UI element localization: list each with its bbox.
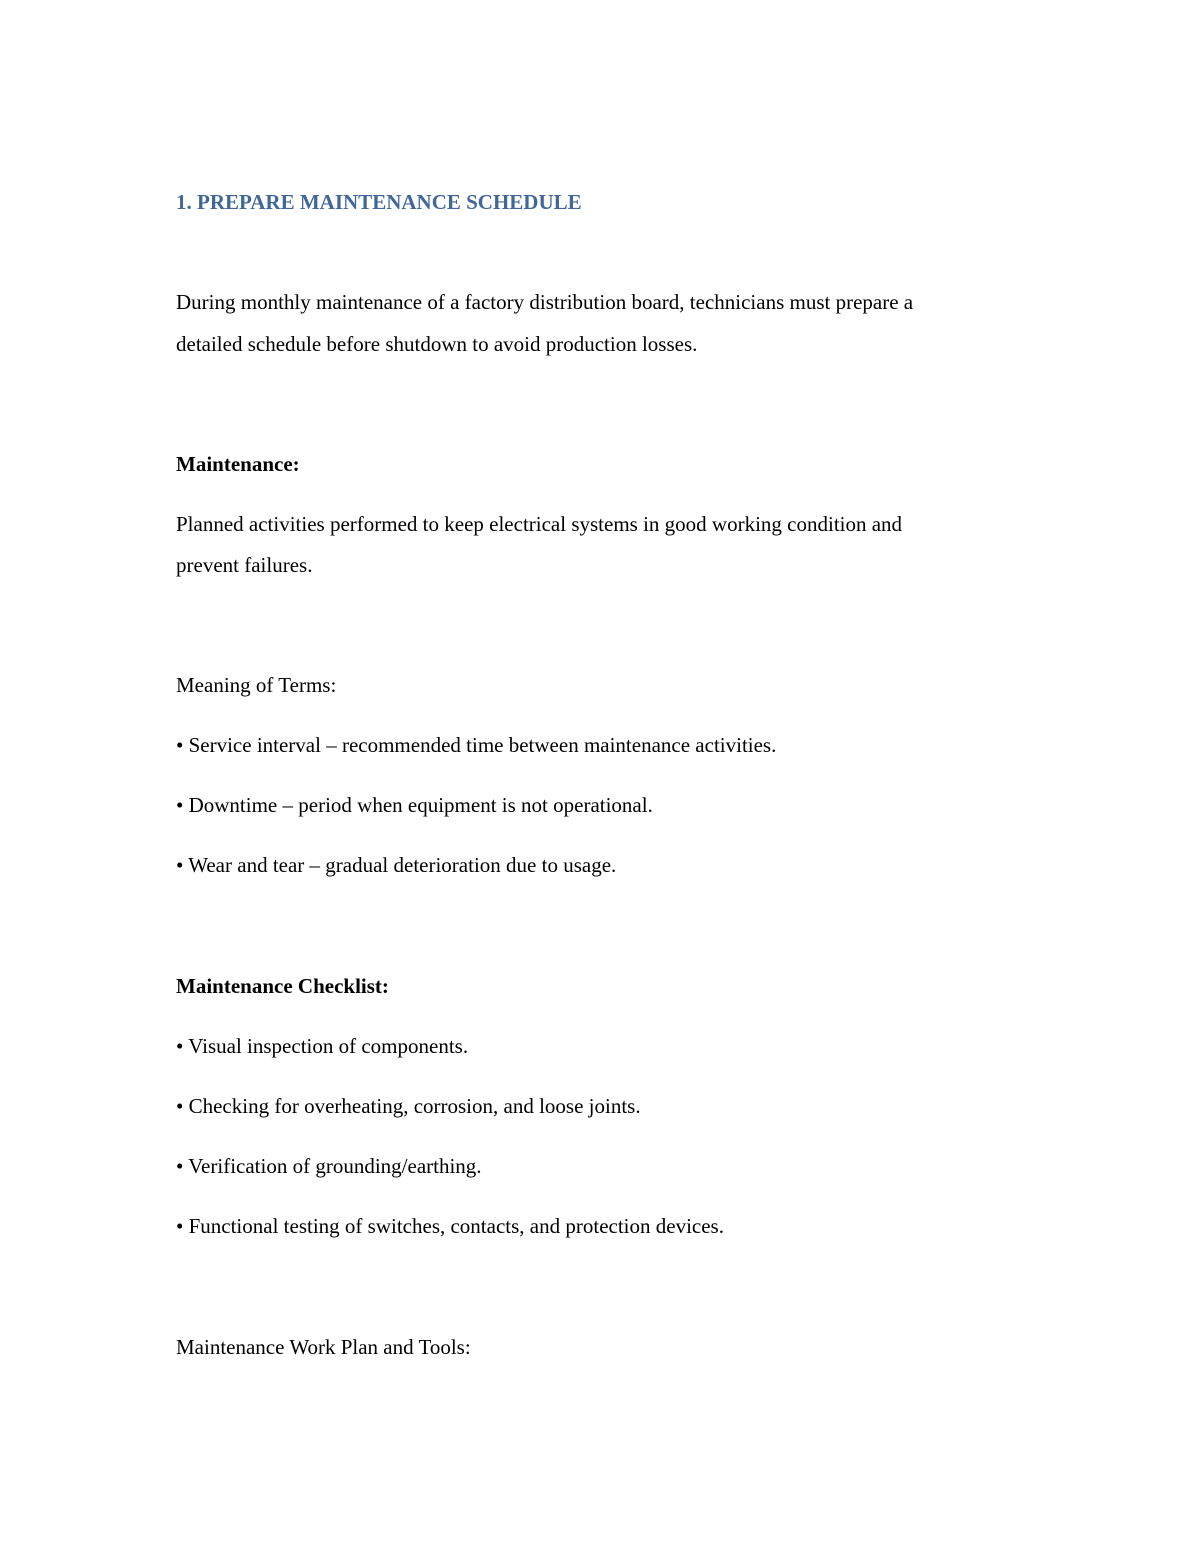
terms-list-item: • Service interval – recommended time between maintenance activities. <box>176 733 777 757</box>
maintenance-definition-line-2: prevent failures. <box>176 553 313 577</box>
work-plan-label: Maintenance Work Plan and Tools: <box>176 1335 471 1359</box>
checklist-label: Maintenance Checklist: <box>176 974 389 998</box>
terms-list-item: • Wear and tear – gradual deterioration due to usage. <box>176 853 617 877</box>
checklist-item: • Functional testing of switches, contacts, and protection devices. <box>176 1214 724 1238</box>
checklist-item: • Visual inspection of components. <box>176 1034 469 1058</box>
maintenance-definition-line-1: Planned activities performed to keep electrical systems in good working condition and <box>176 512 903 536</box>
intro-line-2: detailed schedule before shutdown to avoid production losses. <box>176 332 698 356</box>
terms-label: Meaning of Terms: <box>176 673 337 697</box>
checklist-item: • Verification of grounding/earthing. <box>176 1154 482 1178</box>
section-heading: 1. PREPARE MAINTENANCE SCHEDULE <box>176 190 582 214</box>
terms-list-item: • Downtime – period when equipment is not operational. <box>176 793 653 817</box>
maintenance-label: Maintenance: <box>176 452 300 476</box>
intro-line-1: During monthly maintenance of a factory distribution board, technicians must prepare a <box>176 290 914 314</box>
checklist-item: • Checking for overheating, corrosion, and loose joints. <box>176 1094 641 1118</box>
